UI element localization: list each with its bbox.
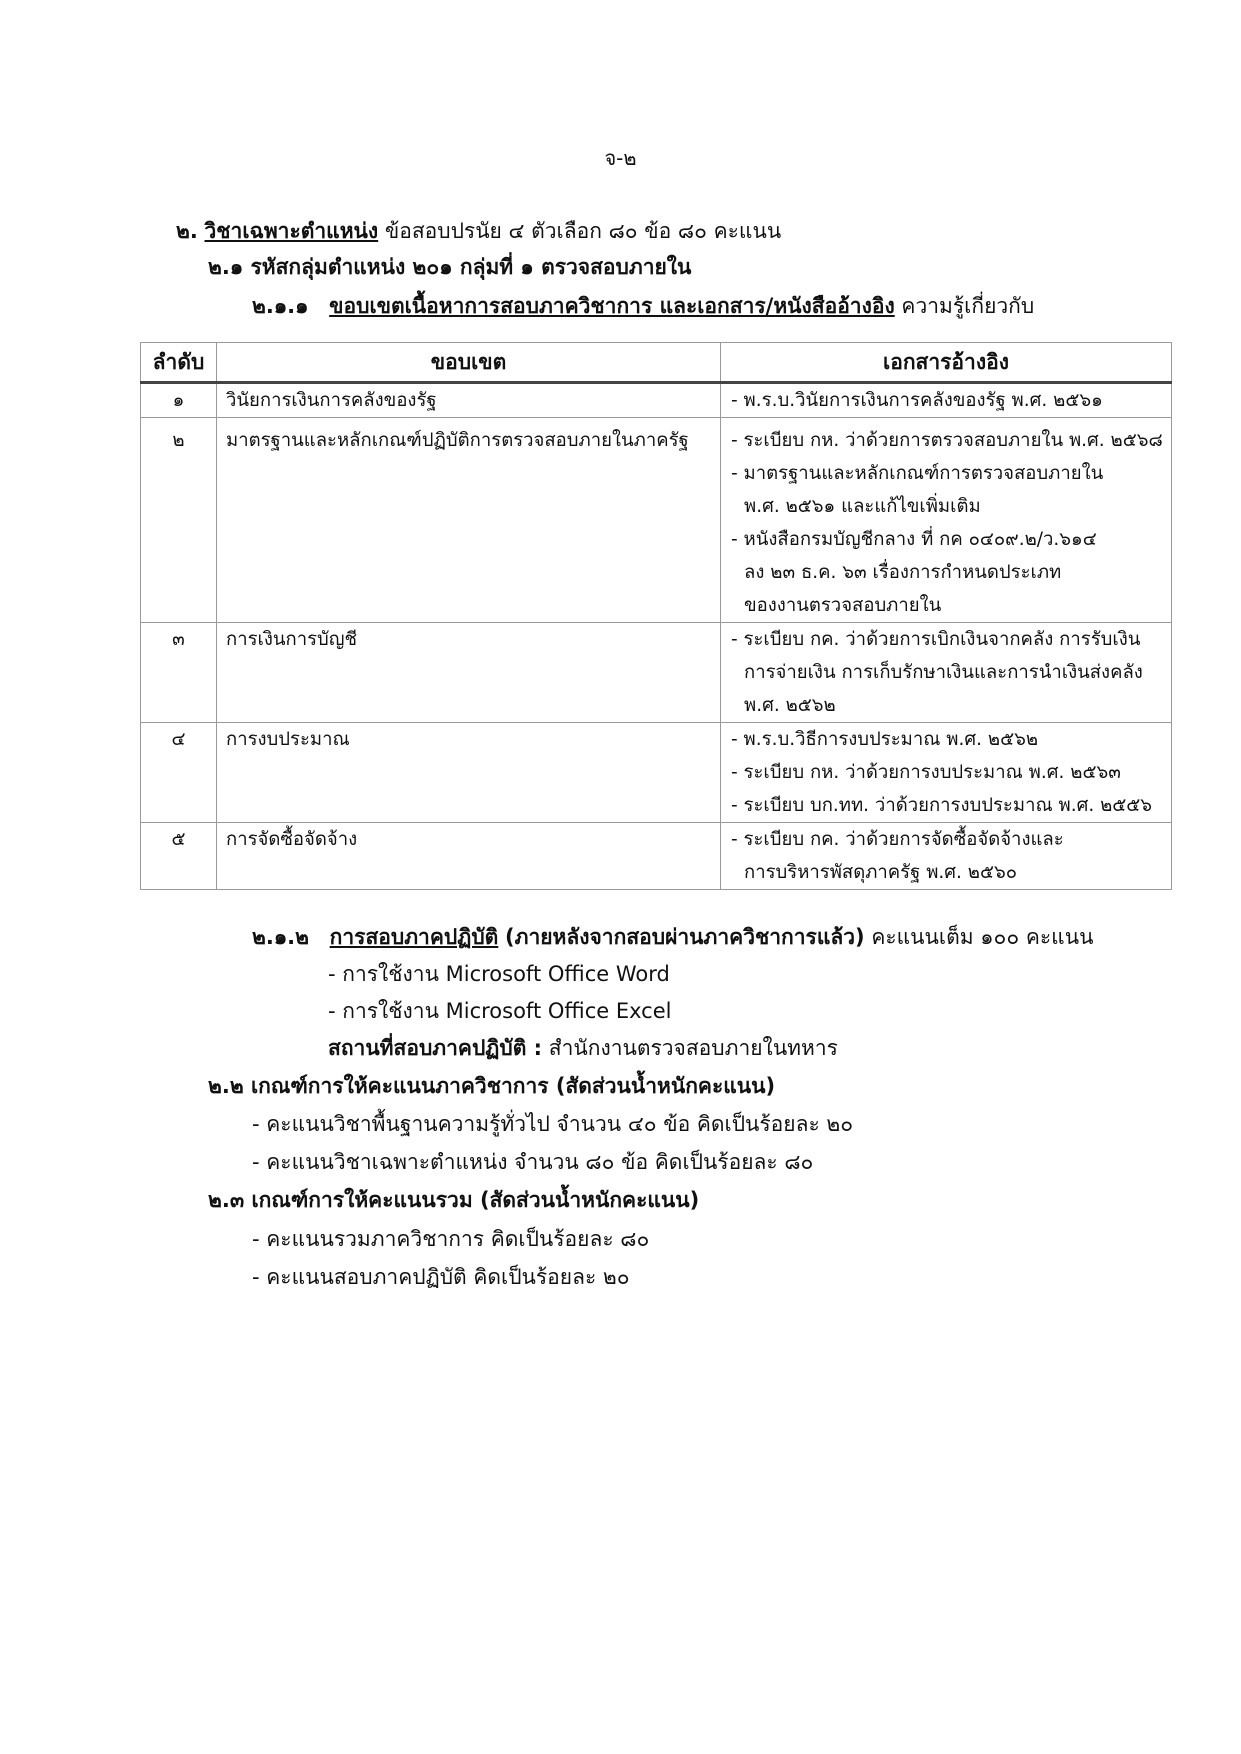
row-references xyxy=(721,418,1172,623)
header-order: ลำดับ xyxy=(141,343,217,383)
section-2-1-heading: ๒.๑ รหัสกลุ่มตำแหน่ง ๒๐๑ กลุ่มที่ ๑ ตรวจสอบภายใน xyxy=(208,255,692,279)
row-order: ๒ xyxy=(141,418,217,623)
section-2-title: วิชาเฉพาะตำแหน่ง xyxy=(204,219,379,243)
section-2-1-2-num: ๒.๑.๒ xyxy=(252,925,309,949)
criteria-item: - คะแนนสอบภาคปฏิบัติ คิดเป็นร้อยละ ๒๐ xyxy=(252,1265,630,1289)
row-references xyxy=(721,623,1172,723)
reference-table xyxy=(140,342,1172,890)
section-2-1-1-num: ๒.๑.๑ xyxy=(252,294,309,318)
row-references xyxy=(721,723,1172,823)
section-2-num: ๒. xyxy=(176,219,198,243)
table-header-row xyxy=(141,343,1172,383)
reference-line: - มาตรฐานและหลักเกณฑ์การตรวจสอบภายใน xyxy=(731,463,1104,484)
section-2-1-2-score: คะแนนเต็ม ๑๐๐ คะแนน xyxy=(871,925,1094,949)
practical-item: - การใช้งาน Microsoft Office Word xyxy=(328,962,670,986)
reference-line: พ.ศ. ๒๕๖๒ xyxy=(744,695,836,716)
section-2-desc: ข้อสอบปรนัย ๔ ตัวเลือก ๘๐ ข้อ ๘๐ คะแนน xyxy=(384,219,782,243)
table-row xyxy=(141,723,1172,823)
table-row xyxy=(141,383,1172,418)
row-references xyxy=(721,383,1172,418)
reference-line: - ระเบียบ กค. ว่าด้วยการเบิกเงินจากคลัง การรับเงิน xyxy=(731,629,1141,650)
header-references: เอกสารอ้างอิง xyxy=(721,343,1172,383)
row-scope: วินัยการเงินการคลังของรัฐ xyxy=(217,383,721,418)
section-2-3-heading: ๒.๓ เกณฑ์การให้คะแนนรวม (สัดส่วนน้ำหนักคะแนน) xyxy=(208,1188,700,1212)
practical-venue-label: สถานที่สอบภาคปฏิบัติ : xyxy=(328,1036,543,1060)
table-row xyxy=(141,823,1172,890)
practical-venue xyxy=(328,1033,838,1063)
row-order: ๕ xyxy=(141,823,217,890)
table-row xyxy=(141,418,1172,623)
reference-line: - ระเบียบ กห. ว่าด้วยการตรวจสอบภายใน พ.ศ. ๒๕๖๘ xyxy=(731,430,1163,451)
row-scope: การจัดซื้อจัดจ้าง xyxy=(217,823,721,890)
criteria-item: - คะแนนวิชาเฉพาะตำแหน่ง จำนวน ๘๐ ข้อ คิดเป็นร้อยละ ๘๐ xyxy=(252,1150,814,1174)
reference-line: ของงานตรวจสอบภายใน xyxy=(744,595,942,616)
section-2-1-2-note: (ภายหลังจากสอบผ่านภาควิชาการแล้ว) xyxy=(505,925,865,949)
section-2-1-1-suffix: ความรู้เกี่ยวกับ xyxy=(901,294,1035,318)
row-scope: การเงินการบัญชี xyxy=(217,623,721,723)
reference-line: การบริหารพัสดุภาครัฐ พ.ศ. ๒๕๖๐ xyxy=(744,862,1018,883)
page-number: จ-๒ xyxy=(604,146,637,170)
reference-line: - พ.ร.บ.วิธีการงบประมาณ พ.ศ. ๒๕๖๒ xyxy=(731,729,1039,750)
reference-line: การจ่ายเงิน การเก็บรักษาเงินและการนำเงินส่งคลัง xyxy=(744,662,1143,683)
row-order: ๑ xyxy=(141,383,217,418)
criteria-item: - คะแนนรวมภาควิชาการ คิดเป็นร้อยละ ๘๐ xyxy=(252,1227,650,1251)
section-2-1-2-title: การสอบภาคปฏิบัติ xyxy=(329,925,499,949)
row-scope: การงบประมาณ xyxy=(217,723,721,823)
section-2-1-1-title: ขอบเขตเนื้อหาการสอบภาควิชาการ และเอกสาร/หนังสืออ้างอิง xyxy=(329,294,895,318)
reference-line: ลง ๒๓ ธ.ค. ๖๓ เรื่องการกำหนดประเภท xyxy=(744,562,1062,583)
reference-line: - ระเบียบ กห. ว่าด้วยการงบประมาณ พ.ศ. ๒๕๖๓ xyxy=(731,762,1121,783)
practical-item: - การใช้งาน Microsoft Office Excel xyxy=(328,999,672,1023)
row-order: ๓ xyxy=(141,623,217,723)
reference-line: - ระเบียบ กค. ว่าด้วยการจัดซื้อจัดจ้างและ xyxy=(731,829,1064,850)
reference-line: - ระเบียบ บก.ทท. ว่าด้วยการงบประมาณ พ.ศ. ๒๕๕๖ xyxy=(731,795,1153,816)
row-scope: มาตรฐานและหลักเกณฑ์ปฏิบัติการตรวจสอบภายในภาครัฐ xyxy=(217,418,721,623)
row-order: ๔ xyxy=(141,723,217,823)
section-2-heading xyxy=(176,216,781,246)
section-2-1-2-heading xyxy=(252,922,1093,952)
reference-line: - พ.ร.บ.วินัยการเงินการคลังของรัฐ พ.ศ. ๒๕๖๑ xyxy=(731,390,1103,411)
header-scope: ขอบเขต xyxy=(217,343,721,383)
practical-venue-value: สำนักงานตรวจสอบภายในทหาร xyxy=(548,1036,838,1060)
row-references xyxy=(721,823,1172,890)
section-2-2-heading: ๒.๒ เกณฑ์การให้คะแนนภาควิชาการ (สัดส่วนน้ำหนักคะแนน) xyxy=(208,1074,776,1098)
reference-line: พ.ศ. ๒๕๖๑ และแก้ไขเพิ่มเติม xyxy=(744,496,981,517)
table-row xyxy=(141,623,1172,723)
criteria-item: - คะแนนวิชาพื้นฐานความรู้ทั่วไป จำนวน ๔๐ ข้อ คิดเป็นร้อยละ ๒๐ xyxy=(252,1112,854,1136)
reference-line: - หนังสือกรมบัญชีกลาง ที่ กค ๐๔๐๙.๒/ว.๖๑๔ xyxy=(731,529,1097,550)
section-2-1-1-heading xyxy=(252,291,1034,321)
